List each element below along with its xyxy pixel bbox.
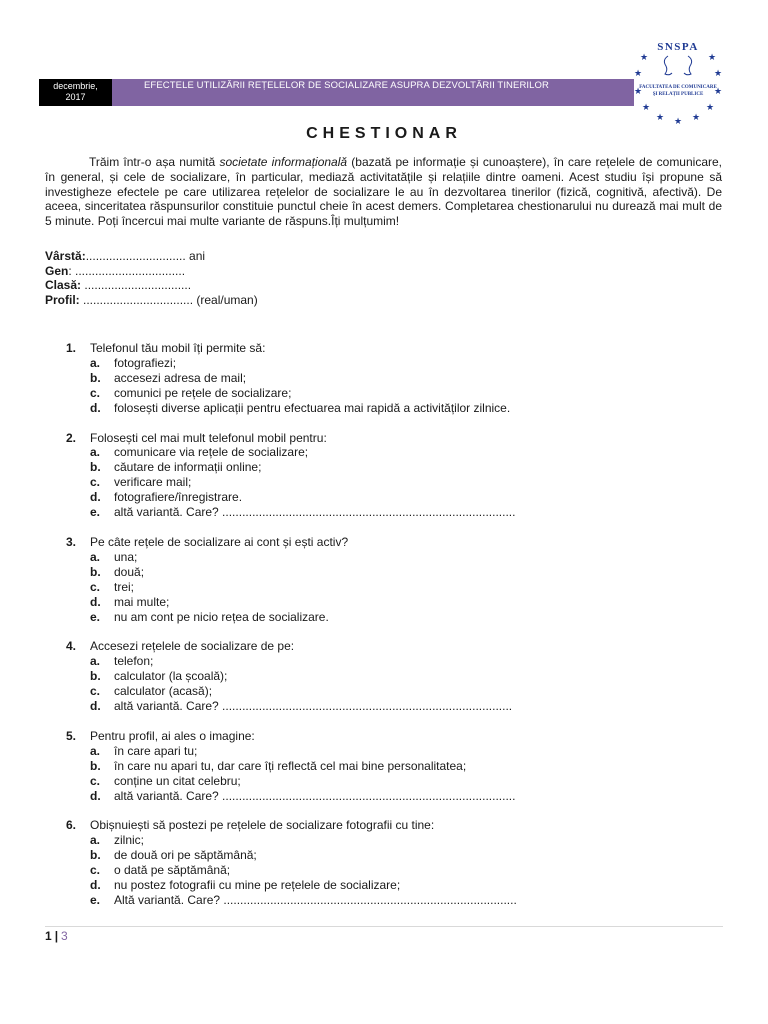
answer-option[interactable] — [66, 684, 726, 699]
option-letter: e. — [90, 893, 101, 907]
answer-option[interactable] — [66, 401, 726, 416]
option-text: căutare de informații online; — [114, 460, 262, 475]
question-header — [66, 535, 726, 550]
question-4 — [66, 639, 726, 714]
option-text: conține un citat celebru; — [114, 773, 241, 788]
svg-text:★: ★ — [705, 103, 715, 113]
option-text: două; — [114, 564, 145, 579]
option-text: altă variantă. Care? ....................................................................................... — [114, 699, 513, 714]
option-text: fotografiere/înregistrare. — [114, 490, 243, 505]
option-text: Altă variantă. Care? ........................................................................................ — [114, 893, 517, 907]
logo-line1: FACULTATEA DE COMUNICARE — [639, 85, 717, 90]
answer-option[interactable] — [66, 610, 726, 625]
intro-emphasis: societate informațională — [219, 155, 348, 169]
answer-option[interactable] — [66, 759, 726, 774]
svg-text:★: ★ — [655, 113, 665, 123]
option-letter: b. — [90, 460, 101, 475]
answer-option[interactable] — [66, 774, 726, 789]
profile-field[interactable] — [45, 293, 258, 308]
question-2 — [66, 431, 726, 520]
svg-text:★: ★ — [633, 87, 643, 97]
option-letter: d. — [90, 490, 101, 505]
logo-face-right — [684, 56, 692, 75]
answer-option[interactable] — [66, 744, 726, 759]
question-number: 1. — [66, 341, 77, 355]
age-label: Vârstă: — [45, 249, 86, 263]
gender-field[interactable] — [45, 264, 258, 279]
answer-option[interactable] — [66, 863, 726, 878]
svg-text:★: ★ — [713, 87, 723, 97]
option-text: zilnic; — [114, 833, 145, 848]
option-text: fotografiezi; — [114, 355, 177, 370]
age-blank: .............................. ani — [85, 249, 206, 263]
answer-option[interactable] — [66, 565, 726, 580]
svg-text:★: ★ — [713, 69, 723, 79]
gender-blank: : ................................. — [68, 263, 186, 278]
option-letter: c. — [90, 863, 101, 878]
option-letter: b. — [90, 669, 101, 684]
answer-option[interactable] — [66, 699, 726, 714]
option-text: trei; — [114, 579, 135, 594]
answer-option[interactable] — [66, 669, 726, 684]
question-header — [66, 818, 726, 833]
snspa-logo — [630, 30, 726, 126]
option-text: de două ori pe săptămână; — [114, 848, 257, 863]
question-number: 4. — [66, 639, 77, 654]
answer-option[interactable] — [66, 460, 726, 475]
answer-option[interactable] — [66, 654, 726, 669]
question-text: Obișnuiești să postezi pe rețelele de socializare fotografii cu tine: — [90, 818, 435, 833]
option-text: altă variantă. Care? ........................................................................................ — [114, 788, 516, 803]
intro-text-start: Trăim într-o așa numită — [89, 155, 220, 169]
option-letter: c. — [90, 475, 101, 490]
page-separator: | — [54, 929, 59, 943]
option-letter: a. — [90, 355, 101, 370]
age-field[interactable] — [45, 249, 258, 264]
option-text: mai multe; — [114, 594, 170, 609]
answer-option[interactable] — [66, 789, 726, 804]
option-letter: c. — [90, 385, 101, 400]
option-text: în care apari tu; — [114, 743, 198, 758]
option-letter: e. — [90, 609, 101, 624]
header-title-bar — [112, 79, 634, 106]
option-text: accesezi adresa de mail; — [114, 370, 247, 385]
question-3 — [66, 535, 726, 624]
respondent-fields — [45, 249, 258, 307]
page-total: 3 — [61, 929, 68, 943]
option-text: folosești diverse aplicații pentru efectuarea mai rapidă a activităților zilnice. — [114, 400, 511, 415]
question-text: Pentru profil, ai ales o imagine: — [90, 728, 255, 743]
header-date-year: 2017 — [65, 92, 86, 102]
answer-option[interactable] — [66, 505, 726, 520]
option-letter: b. — [90, 758, 101, 773]
option-letter: d. — [90, 594, 101, 609]
answer-option[interactable] — [66, 371, 726, 386]
profile-blank: ................................. (real/uman) — [79, 292, 258, 307]
svg-text:★: ★ — [691, 113, 701, 123]
header-date-month: decembrie, — [53, 81, 98, 91]
answer-option[interactable] — [66, 490, 726, 505]
option-text: una; — [114, 549, 138, 564]
option-letter: a. — [90, 549, 101, 564]
page-title: CHESTIONAR — [306, 125, 462, 142]
option-letter: b. — [90, 370, 101, 385]
option-text: nu postez fotografii cu mine pe rețelele de socializare; — [114, 878, 401, 893]
option-letter: c. — [90, 579, 101, 594]
option-letter: a. — [90, 654, 101, 669]
option-text: comunici pe rețele de socializare; — [114, 385, 292, 400]
option-text: o dată pe săptămână; — [114, 863, 231, 878]
option-text: altă variantă. Care? ........................................................................................ — [114, 505, 516, 520]
page-number: 1 — [45, 929, 52, 943]
question-header — [66, 341, 726, 356]
question-header — [66, 431, 726, 446]
question-6 — [66, 818, 726, 907]
questions-list — [66, 341, 726, 923]
class-blank: ................................ — [81, 278, 192, 293]
answer-option[interactable] — [66, 386, 726, 401]
logo-acronym: SNSPA — [657, 41, 699, 53]
answer-option[interactable] — [66, 580, 726, 595]
answer-option[interactable] — [66, 595, 726, 610]
option-letter: c. — [90, 684, 101, 699]
svg-text:★: ★ — [673, 117, 683, 126]
option-letter: a. — [90, 833, 101, 848]
option-text: comunicare via rețele de socializare; — [114, 445, 309, 460]
answer-option[interactable] — [66, 848, 726, 863]
profile-label: Profil: — [45, 292, 80, 307]
option-letter: a. — [90, 743, 101, 758]
logo-face-left — [664, 56, 672, 75]
answer-option[interactable] — [66, 893, 726, 908]
logo-line2: ŞI RELAȚII PUBLICE — [652, 92, 704, 97]
question-number: 2. — [66, 430, 77, 445]
question-text: Pe câte rețele de socializare ai cont și ești activ? — [90, 534, 349, 549]
option-letter: e. — [90, 505, 101, 520]
footer-divider — [45, 926, 723, 927]
question-header — [66, 729, 726, 744]
answer-option[interactable] — [66, 475, 726, 490]
header-title: EFECTELE UTILIZĂRII REȚELELOR DE SOCIALIZARE ASUPRA DEZVOLTĂRII TINERILOR — [144, 80, 549, 91]
option-text: telefon; — [114, 654, 154, 669]
svg-text:★: ★ — [641, 103, 651, 113]
svg-text:★: ★ — [639, 53, 649, 63]
option-letter: b. — [90, 848, 101, 863]
option-letter: d. — [90, 788, 101, 803]
class-label: Clasă: — [45, 278, 82, 293]
question-number: 5. — [66, 728, 77, 743]
option-text: verificare mail; — [114, 475, 192, 490]
question-1 — [66, 341, 726, 416]
answer-option[interactable] — [66, 878, 726, 893]
class-field[interactable] — [45, 278, 258, 293]
answer-option[interactable] — [66, 445, 726, 460]
header-date — [39, 79, 112, 106]
question-text: Telefonul tău mobil îți permite să: — [90, 341, 266, 355]
option-text: calculator (acasă); — [114, 684, 213, 699]
question-number: 6. — [66, 818, 77, 833]
option-letter: d. — [90, 400, 101, 415]
option-letter: d. — [90, 878, 101, 893]
option-letter: b. — [90, 564, 101, 579]
gender-label: Gen — [45, 263, 69, 278]
page-footer — [45, 929, 68, 943]
option-letter: d. — [90, 699, 101, 714]
answer-option[interactable] — [66, 550, 726, 565]
option-text: calculator (la școală); — [114, 669, 228, 684]
question-header — [66, 639, 726, 654]
svg-text:★: ★ — [633, 69, 643, 79]
question-text: Accesezi rețelele de socializare de pe: — [90, 639, 295, 654]
intro-text-rest: (bazată pe informație și cunoaștere), în care rețelele de comunicare, în general, și cele de socializare, în particular, mediază activitatățile și relațiile dintre oameni. Acest studiu își propune să investigheze efectele pe care utilizarea rețelelor de socializare le au în dezvoltarea tinerilor (fizică, cognitivă, afectivă). De aceea, sinceritatea răspunsurilor constituie punctul cheie în acest demers. Completarea chestionarului nu durează mai mult de 5 minute. Poți încercui mai multe variante de răspuns.Îți mulțumim! — [45, 155, 722, 229]
question-5 — [66, 729, 726, 804]
answer-option[interactable] — [66, 833, 726, 848]
svg-text:★: ★ — [707, 53, 717, 63]
question-text: Folosești cel mai mult telefonul mobil pentru: — [90, 430, 327, 445]
option-letter: a. — [90, 445, 101, 460]
option-text: în care nu apari tu, dar care îți reflectă cel mai bine personalitatea; — [114, 758, 467, 773]
option-text: nu am cont pe nicio rețea de socializare. — [114, 609, 329, 624]
question-number: 3. — [66, 534, 77, 549]
option-letter: c. — [90, 773, 101, 788]
intro-paragraph — [45, 155, 722, 229]
answer-option[interactable] — [66, 356, 726, 371]
